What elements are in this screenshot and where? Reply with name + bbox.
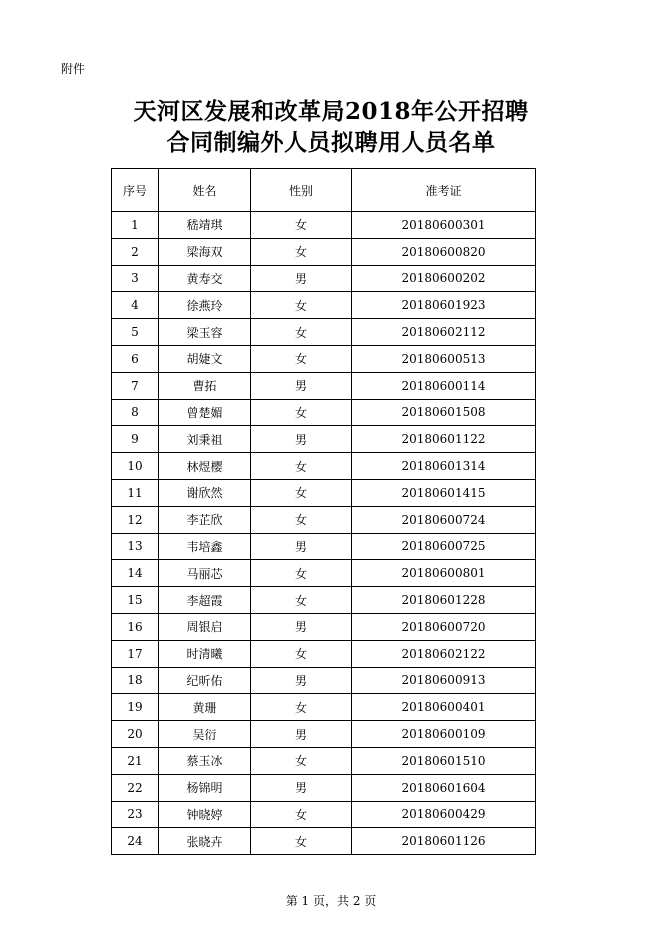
cell-exam-id: 20180600301 xyxy=(352,212,536,239)
cell-name: 吴衍 xyxy=(159,721,251,748)
cell-gender: 女 xyxy=(251,292,352,319)
table-row xyxy=(112,479,536,506)
table-row xyxy=(112,399,536,426)
cell-exam-id: 20180602122 xyxy=(352,640,536,667)
cell-exam-id: 20180600513 xyxy=(352,345,536,372)
cell-exam-id: 20180600401 xyxy=(352,694,536,721)
cell-index: 7 xyxy=(112,372,159,399)
table-row xyxy=(112,212,536,239)
page-footer: 第 1 页，共 2 页 xyxy=(285,894,377,908)
table-row xyxy=(112,506,536,533)
cell-exam-id: 20180601510 xyxy=(352,747,536,774)
header-name: 姓名 xyxy=(159,169,251,212)
title-line-2: 合同制编外人员拟聘用人员名单 xyxy=(166,129,496,156)
title-line-1: 天河区发展和改革局2018年公开招聘 xyxy=(133,98,529,125)
cell-gender: 女 xyxy=(251,319,352,346)
cell-exam-id: 20180601126 xyxy=(352,828,536,855)
cell-gender: 男 xyxy=(251,533,352,560)
cell-gender: 女 xyxy=(251,479,352,506)
cell-gender: 女 xyxy=(251,212,352,239)
table-row xyxy=(112,721,536,748)
cell-gender: 女 xyxy=(251,506,352,533)
cell-gender: 男 xyxy=(251,667,352,694)
cell-gender: 女 xyxy=(251,747,352,774)
table-header-row xyxy=(112,169,536,212)
header-exam-id: 准考证 xyxy=(352,169,536,212)
table-row xyxy=(112,801,536,828)
table-row xyxy=(112,319,536,346)
cell-exam-id: 20180601604 xyxy=(352,774,536,801)
cell-index: 14 xyxy=(112,560,159,587)
cell-gender: 女 xyxy=(251,694,352,721)
table-row xyxy=(112,426,536,453)
cell-index: 6 xyxy=(112,345,159,372)
cell-index: 1 xyxy=(112,212,159,239)
cell-exam-id: 20180601314 xyxy=(352,453,536,480)
cell-exam-id: 20180600109 xyxy=(352,721,536,748)
cell-gender: 男 xyxy=(251,426,352,453)
cell-index: 10 xyxy=(112,453,159,480)
cell-gender: 男 xyxy=(251,372,352,399)
cell-name: 刘秉祖 xyxy=(159,426,251,453)
attachment-label: 附件 xyxy=(61,62,86,76)
cell-name: 谢欣然 xyxy=(159,479,251,506)
table-row xyxy=(112,238,536,265)
cell-gender: 男 xyxy=(251,721,352,748)
cell-exam-id: 20180600820 xyxy=(352,238,536,265)
cell-name: 时清曦 xyxy=(159,640,251,667)
cell-name: 韦培鑫 xyxy=(159,533,251,560)
cell-name: 马丽芯 xyxy=(159,560,251,587)
table-row xyxy=(112,533,536,560)
cell-index: 18 xyxy=(112,667,159,694)
table-row xyxy=(112,667,536,694)
table-row xyxy=(112,453,536,480)
cell-gender: 女 xyxy=(251,345,352,372)
cell-index: 2 xyxy=(112,238,159,265)
table-row xyxy=(112,587,536,614)
cell-exam-id: 20180602112 xyxy=(352,319,536,346)
table-row xyxy=(112,292,536,319)
cell-gender: 女 xyxy=(251,801,352,828)
cell-index: 8 xyxy=(112,399,159,426)
cell-index: 5 xyxy=(112,319,159,346)
cell-index: 12 xyxy=(112,506,159,533)
cell-exam-id: 20180600801 xyxy=(352,560,536,587)
table-row xyxy=(112,560,536,587)
cell-exam-id: 20180601923 xyxy=(352,292,536,319)
cell-index: 9 xyxy=(112,426,159,453)
cell-name: 蔡玉冰 xyxy=(159,747,251,774)
cell-name: 胡婕文 xyxy=(159,345,251,372)
cell-index: 15 xyxy=(112,587,159,614)
cell-name: 曾楚媚 xyxy=(159,399,251,426)
table-row xyxy=(112,747,536,774)
cell-name: 李超霞 xyxy=(159,587,251,614)
cell-index: 24 xyxy=(112,828,159,855)
cell-exam-id: 20180600720 xyxy=(352,613,536,640)
cell-name: 梁玉容 xyxy=(159,319,251,346)
cell-index: 19 xyxy=(112,694,159,721)
cell-gender: 女 xyxy=(251,453,352,480)
table-row xyxy=(112,828,536,855)
table-row xyxy=(112,372,536,399)
cell-index: 13 xyxy=(112,533,159,560)
cell-name: 杨锦明 xyxy=(159,774,251,801)
header-index: 序号 xyxy=(112,169,159,212)
cell-gender: 女 xyxy=(251,238,352,265)
cell-gender: 女 xyxy=(251,399,352,426)
header-gender: 性别 xyxy=(251,169,352,212)
cell-name: 黄寿交 xyxy=(159,265,251,292)
cell-index: 3 xyxy=(112,265,159,292)
cell-name: 徐燕玲 xyxy=(159,292,251,319)
cell-exam-id: 20180601415 xyxy=(352,479,536,506)
cell-name: 林煜樱 xyxy=(159,453,251,480)
cell-gender: 女 xyxy=(251,640,352,667)
cell-exam-id: 20180601508 xyxy=(352,399,536,426)
cell-name: 曹拓 xyxy=(159,372,251,399)
cell-gender: 女 xyxy=(251,560,352,587)
cell-index: 4 xyxy=(112,292,159,319)
table-row xyxy=(112,265,536,292)
cell-index: 21 xyxy=(112,747,159,774)
candidate-table xyxy=(111,168,536,855)
cell-exam-id: 20180600429 xyxy=(352,801,536,828)
cell-exam-id: 20180601122 xyxy=(352,426,536,453)
cell-exam-id: 20180600724 xyxy=(352,506,536,533)
cell-exam-id: 20180600725 xyxy=(352,533,536,560)
cell-index: 20 xyxy=(112,721,159,748)
table-row xyxy=(112,613,536,640)
cell-index: 16 xyxy=(112,613,159,640)
cell-gender: 男 xyxy=(251,774,352,801)
table-row xyxy=(112,774,536,801)
table-row xyxy=(112,640,536,667)
cell-gender: 女 xyxy=(251,587,352,614)
cell-index: 11 xyxy=(112,479,159,506)
cell-gender: 男 xyxy=(251,265,352,292)
cell-name: 张晓卉 xyxy=(159,828,251,855)
cell-name: 梁海双 xyxy=(159,238,251,265)
cell-exam-id: 20180600202 xyxy=(352,265,536,292)
cell-name: 纪昕佑 xyxy=(159,667,251,694)
cell-exam-id: 20180601228 xyxy=(352,587,536,614)
cell-exam-id: 20180600114 xyxy=(352,372,536,399)
cell-index: 23 xyxy=(112,801,159,828)
cell-gender: 女 xyxy=(251,828,352,855)
table-row xyxy=(112,345,536,372)
cell-name: 李芷欣 xyxy=(159,506,251,533)
cell-name: 嵇靖琪 xyxy=(159,212,251,239)
cell-gender: 男 xyxy=(251,613,352,640)
table-row xyxy=(112,694,536,721)
cell-name: 钟晓婷 xyxy=(159,801,251,828)
cell-index: 22 xyxy=(112,774,159,801)
cell-index: 17 xyxy=(112,640,159,667)
cell-name: 周银启 xyxy=(159,613,251,640)
cell-name: 黄珊 xyxy=(159,694,251,721)
cell-exam-id: 20180600913 xyxy=(352,667,536,694)
